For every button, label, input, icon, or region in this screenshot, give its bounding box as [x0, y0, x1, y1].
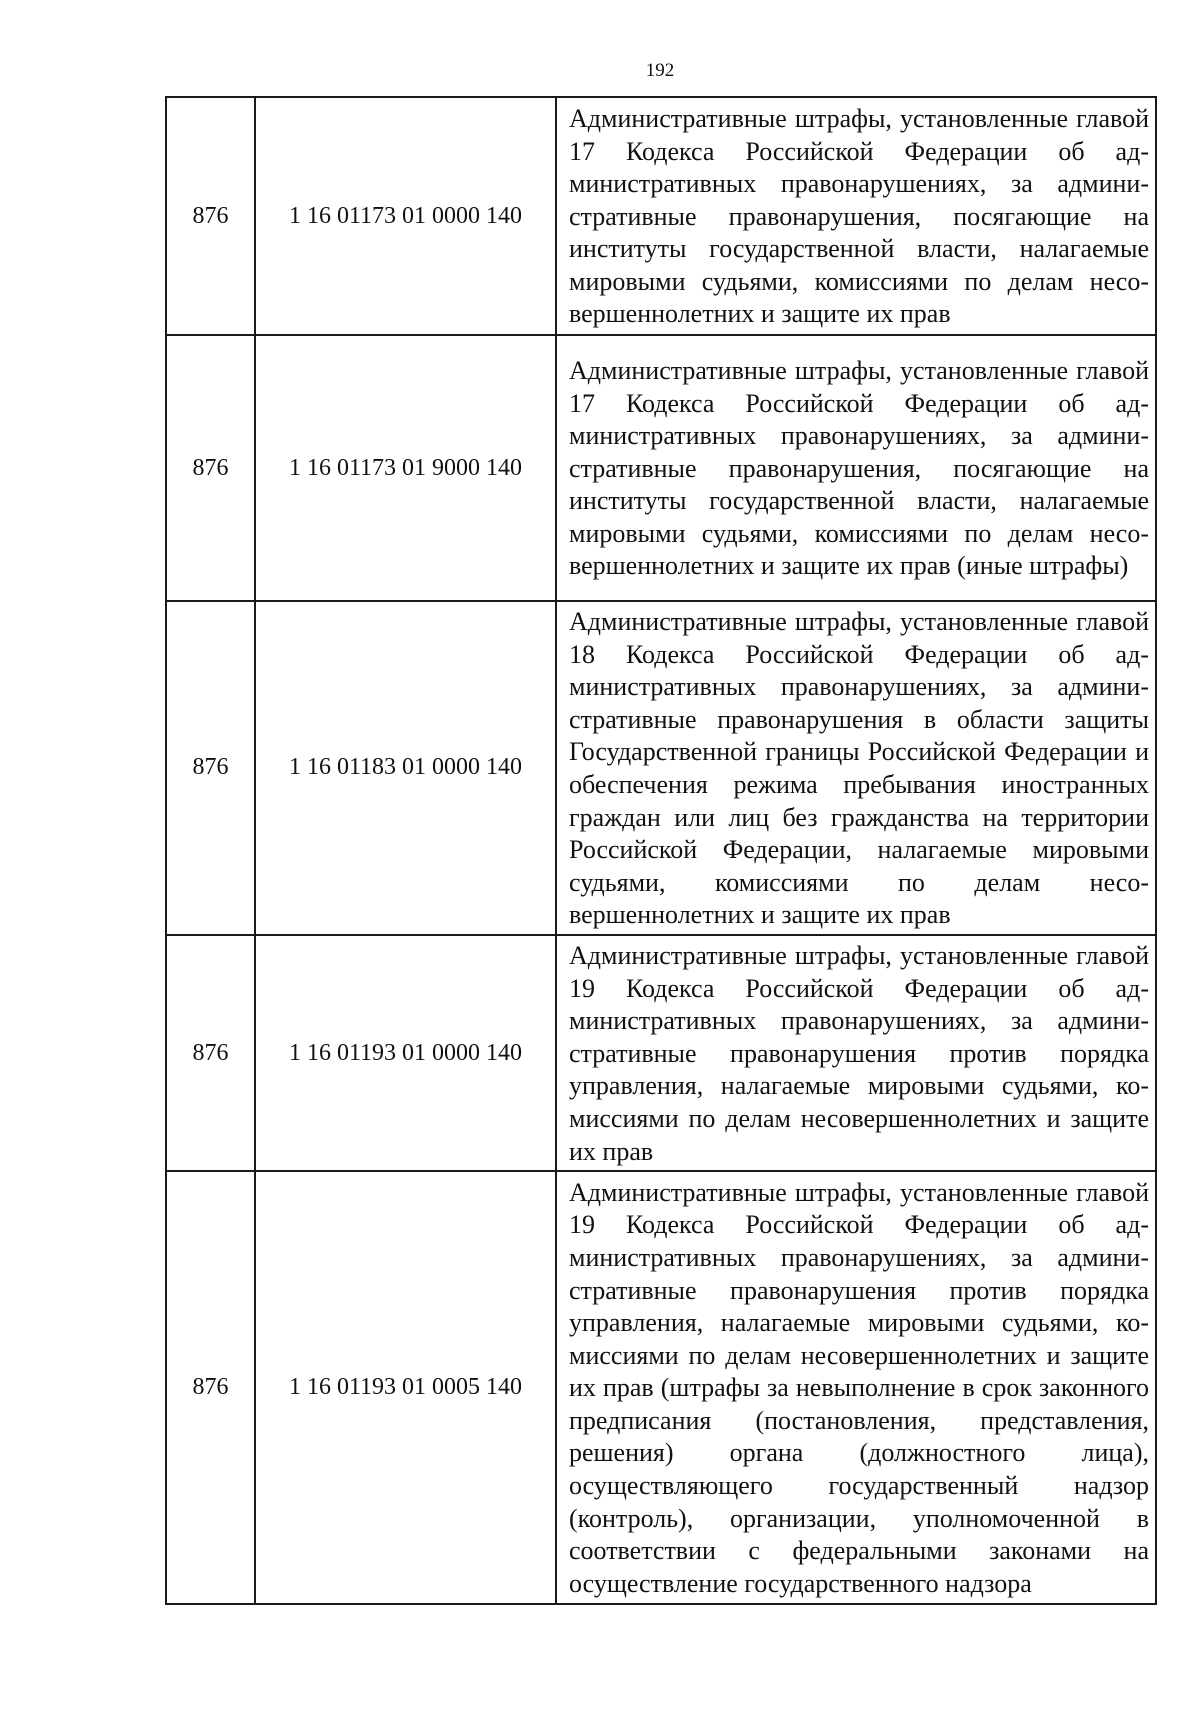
description-cell — [556, 935, 1156, 1171]
budget-code-cell: 1 16 01173 01 9000 140 — [255, 335, 556, 601]
description-cell — [556, 97, 1156, 335]
admin-code-cell: 876 — [166, 335, 255, 601]
admin-code-cell: 876 — [166, 1171, 255, 1604]
admin-code-cell: 876 — [166, 601, 255, 935]
admin-code-cell: 876 — [166, 97, 255, 335]
admin-code-cell: 876 — [166, 935, 255, 1171]
description-text: Административные штрафы, установленные главой 19 Кодекса Российской Федерации об административных правонарушениях, за административные правонарушения против порядка управления, налагаемые мировыми судьями, комиссиями по делам несовершеннолетних и защите их прав (штрафы за невыполнение в срок законного предписания (постановления, представления, решения) органа (должностного лица), осуществляющего государственный надзор (контроль), организации, уполномоченной в соответствии с федеральными законами на осуществление государственного надзора — [569, 1177, 1149, 1598]
page-number: 192 — [645, 60, 675, 81]
table-row — [166, 97, 1156, 335]
description-cell — [556, 335, 1156, 601]
description-text: Административные штрафы, установленные главой 17 Кодекса Российской Федерации об административных правонарушениях, за административные правонарушения, посягающие на институты государственной власти, налагаемые мировыми судьями, комиссиями по делам несовершеннолетних и защите их прав — [569, 103, 1149, 329]
budget-code-cell: 1 16 01193 01 0005 140 — [255, 1171, 556, 1604]
table-row — [166, 601, 1156, 935]
budget-code-cell: 1 16 01183 01 0000 140 — [255, 601, 556, 935]
table-row — [166, 1171, 1156, 1604]
budget-codes-table — [165, 96, 1157, 1605]
description-text: Административные штрафы, установленные главой 17 Кодекса Российской Федерации об административных правонарушениях, за административные правонарушения, посягающие на институты государственной власти, налагаемые мировыми судьями, комиссиями по делам несовершеннолетних и защите их прав (иные штрафы) — [569, 355, 1149, 581]
description-text: Административные штрафы, установленные главой 18 Кодекса Российской Федерации об административных правонарушениях, за административные правонарушения в области защиты Государственной границы Российской Федерации и обеспечения режима пребывания иностранных граждан или лиц без гражданства на территории Российской Федерации, налагаемые мировыми судьями, комиссиями по делам несовершеннолетних и защите их прав — [569, 607, 1149, 930]
budget-code-cell: 1 16 01173 01 0000 140 — [255, 97, 556, 335]
description-cell — [556, 601, 1156, 935]
budget-code-cell: 1 16 01193 01 0000 140 — [255, 935, 556, 1171]
table-row — [166, 935, 1156, 1171]
description-cell — [556, 1171, 1156, 1604]
description-text: Административные штрафы, установленные главой 19 Кодекса Российской Федерации об административных правонарушениях, за административные правонарушения против порядка управления, налагаемые мировыми судьями, комиссиями по делам несовершеннолетних и защите их прав — [569, 940, 1149, 1166]
table-row — [166, 335, 1156, 601]
